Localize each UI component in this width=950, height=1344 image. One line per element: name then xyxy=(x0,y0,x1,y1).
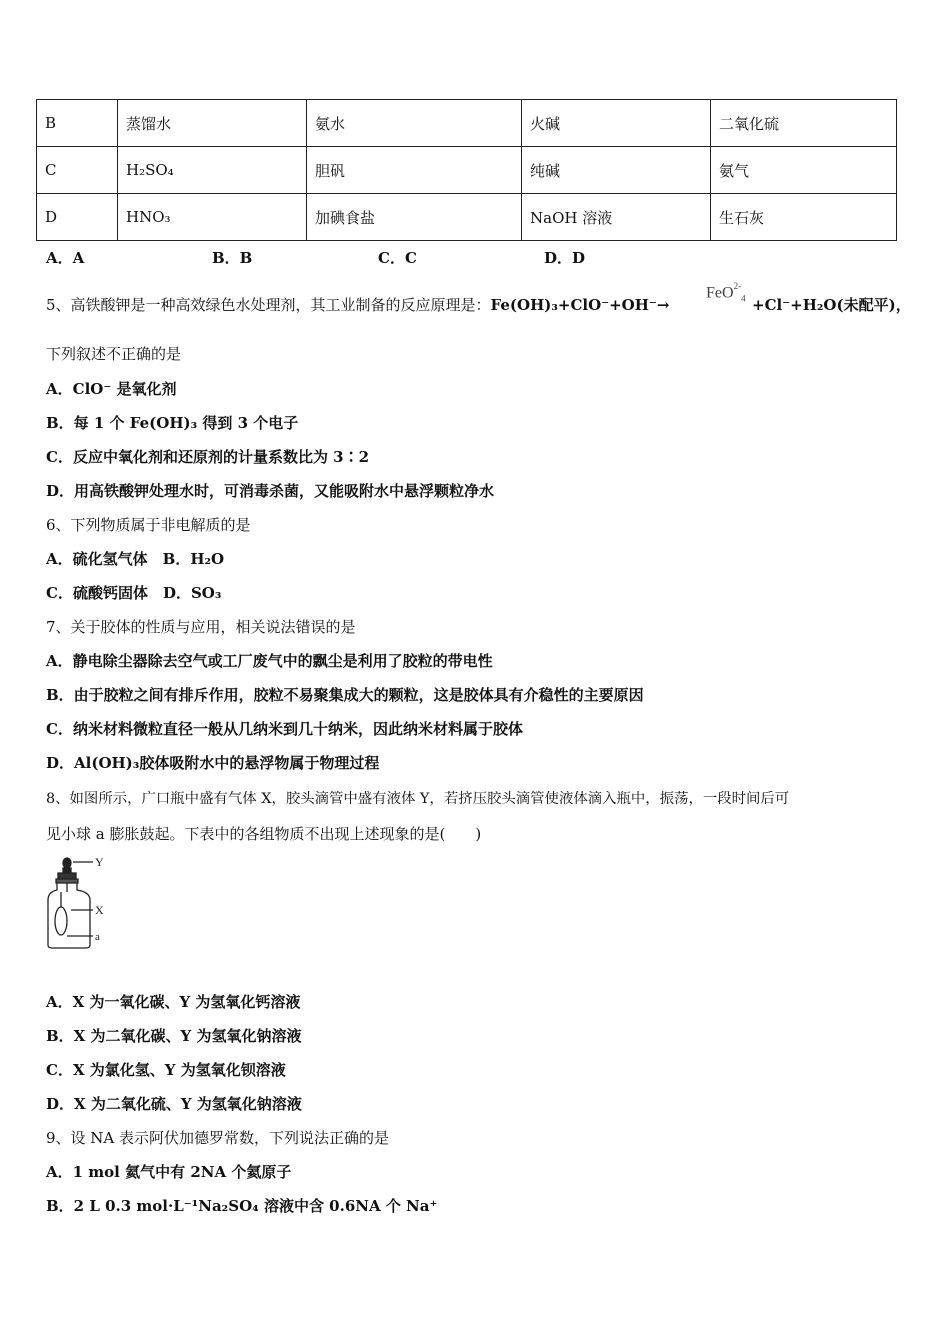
table-cell: D xyxy=(37,194,118,241)
q9-stem: 9、设 NA 表示阿伏加德罗常数，下列说法正确的是 xyxy=(46,1129,390,1147)
q4-choice-c[interactable]: C．C xyxy=(378,249,417,267)
q8-stem-line1: 8、如图所示，广口瓶中盛有气体 X，胶头滴管中盛有液体 Y，若挤压胶头滴管使液体滴入瓶中，振荡，一段时间后可 xyxy=(46,791,790,807)
table-cell: 胆矾 xyxy=(307,147,522,194)
q4-choice-a[interactable]: A．A xyxy=(46,249,85,267)
q4-choice-d[interactable]: D．D xyxy=(544,249,586,267)
fig-label-x: X xyxy=(95,903,104,917)
q5-stem-text: 5、高铁酸钾是一种高效绿色水处理剂，其工业制备的反应原理是： xyxy=(46,296,491,314)
q7-stem: 7、关于胶体的性质与应用，相关说法错误的是 xyxy=(46,618,356,636)
table-cell: C xyxy=(37,147,118,194)
q5-product-ion xyxy=(706,283,746,304)
q4-choice-b[interactable]: B．B xyxy=(212,249,253,267)
table-cell: 氨气 xyxy=(711,147,897,194)
q8-option-d[interactable]: D．X 为二氧化硫、Y 为氢氧化钠溶液 xyxy=(46,1095,302,1113)
q5-option-d[interactable]: D．用高铁酸钾处理水时，可消毒杀菌，又能吸附水中悬浮颗粒净水 xyxy=(46,482,495,500)
q5-stem-line1 xyxy=(46,294,669,315)
fig-label-a: a xyxy=(95,931,100,943)
q5-option-c[interactable]: C．反应中氧化剂和还原剂的计量系数比为 3∶2 xyxy=(46,448,370,466)
q7-option-a[interactable]: A．静电除尘器除去空气或工厂废气中的飘尘是利用了胶粒的带电性 xyxy=(46,652,493,670)
table-cell: 蒸馏水 xyxy=(118,100,307,147)
q5-product-sub: 4 xyxy=(741,293,746,304)
q8-stem-line2: 见小球 a 膨胀鼓起。下表中的各组物质不出现上述现象的是( ) xyxy=(46,825,482,843)
table-cell: 生石灰 xyxy=(711,194,897,241)
fig-label-y: Y xyxy=(95,855,104,869)
table-row xyxy=(37,147,897,194)
q8-option-c[interactable]: C．X 为氯化氢、Y 为氢氧化钡溶液 xyxy=(46,1061,286,1079)
q7-option-b[interactable]: B．由于胶粒之间有排斥作用，胶粒不易聚集成大的颗粒，这是胶体具有介稳性的主要原因 xyxy=(46,686,644,704)
table-row xyxy=(37,194,897,241)
q6-options-line2[interactable]: C．硫酸钙固体 D．SO₃ xyxy=(46,584,222,602)
q5-stem-line2: 下列叙述不正确的是 xyxy=(46,345,182,363)
table-cell: 纯碱 xyxy=(522,147,711,194)
q5-equation-left: Fe(OH)₃+ClO⁻+OH⁻→ xyxy=(490,296,670,314)
q6-options-line1[interactable]: A．硫化氢气体 B．H₂O xyxy=(46,550,225,568)
q6-stem: 6、下列物质属于非电解质的是 xyxy=(46,516,251,534)
table-cell: 加碘食盐 xyxy=(307,194,522,241)
table-cell: B xyxy=(37,100,118,147)
q8-option-b[interactable]: B．X 为二氧化碳、Y 为氢氧化钠溶液 xyxy=(46,1027,302,1045)
q9-option-a[interactable]: A．1 mol 氦气中有 2NA 个氦原子 xyxy=(46,1163,292,1181)
q7-option-c[interactable]: C．纳米材料微粒直径一般从几纳米到几十纳米，因此纳米材料属于胶体 xyxy=(46,720,523,738)
table-row xyxy=(37,100,897,147)
q9-option-b[interactable]: B．2 L 0.3 mol·L⁻¹Na₂SO₄ 溶液中含 0.6NA 个 Na⁺ xyxy=(46,1197,438,1215)
options-table xyxy=(36,99,897,241)
table-cell: H₂SO₄ xyxy=(118,147,307,194)
q5-option-a[interactable]: A．ClO⁻ 是氧化剂 xyxy=(46,380,177,398)
bottle-icon xyxy=(48,873,93,948)
q5-equation-right: +Cl⁻+H₂O(未配平)， xyxy=(752,296,911,314)
q5-product-charge: 2- xyxy=(733,281,742,291)
q5-product-formula: FeO xyxy=(706,284,734,302)
flask-dropper-figure xyxy=(44,852,114,952)
table-cell: NaOH 溶液 xyxy=(522,194,711,241)
table-cell: 氨水 xyxy=(307,100,522,147)
table-cell: 二氧化硫 xyxy=(711,100,897,147)
table-cell: HNO₃ xyxy=(118,194,307,241)
q8-option-a[interactable]: A．X 为一氧化碳、Y 为氢氧化钙溶液 xyxy=(46,993,301,1011)
q5-option-b[interactable]: B．每 1 个 Fe(OH)₃ 得到 3 个电子 xyxy=(46,414,299,432)
table-cell: 火碱 xyxy=(522,100,711,147)
q4-choices xyxy=(46,247,585,268)
q7-option-d[interactable]: D．Al(OH)₃胶体吸附水中的悬浮物属于物理过程 xyxy=(46,754,380,772)
